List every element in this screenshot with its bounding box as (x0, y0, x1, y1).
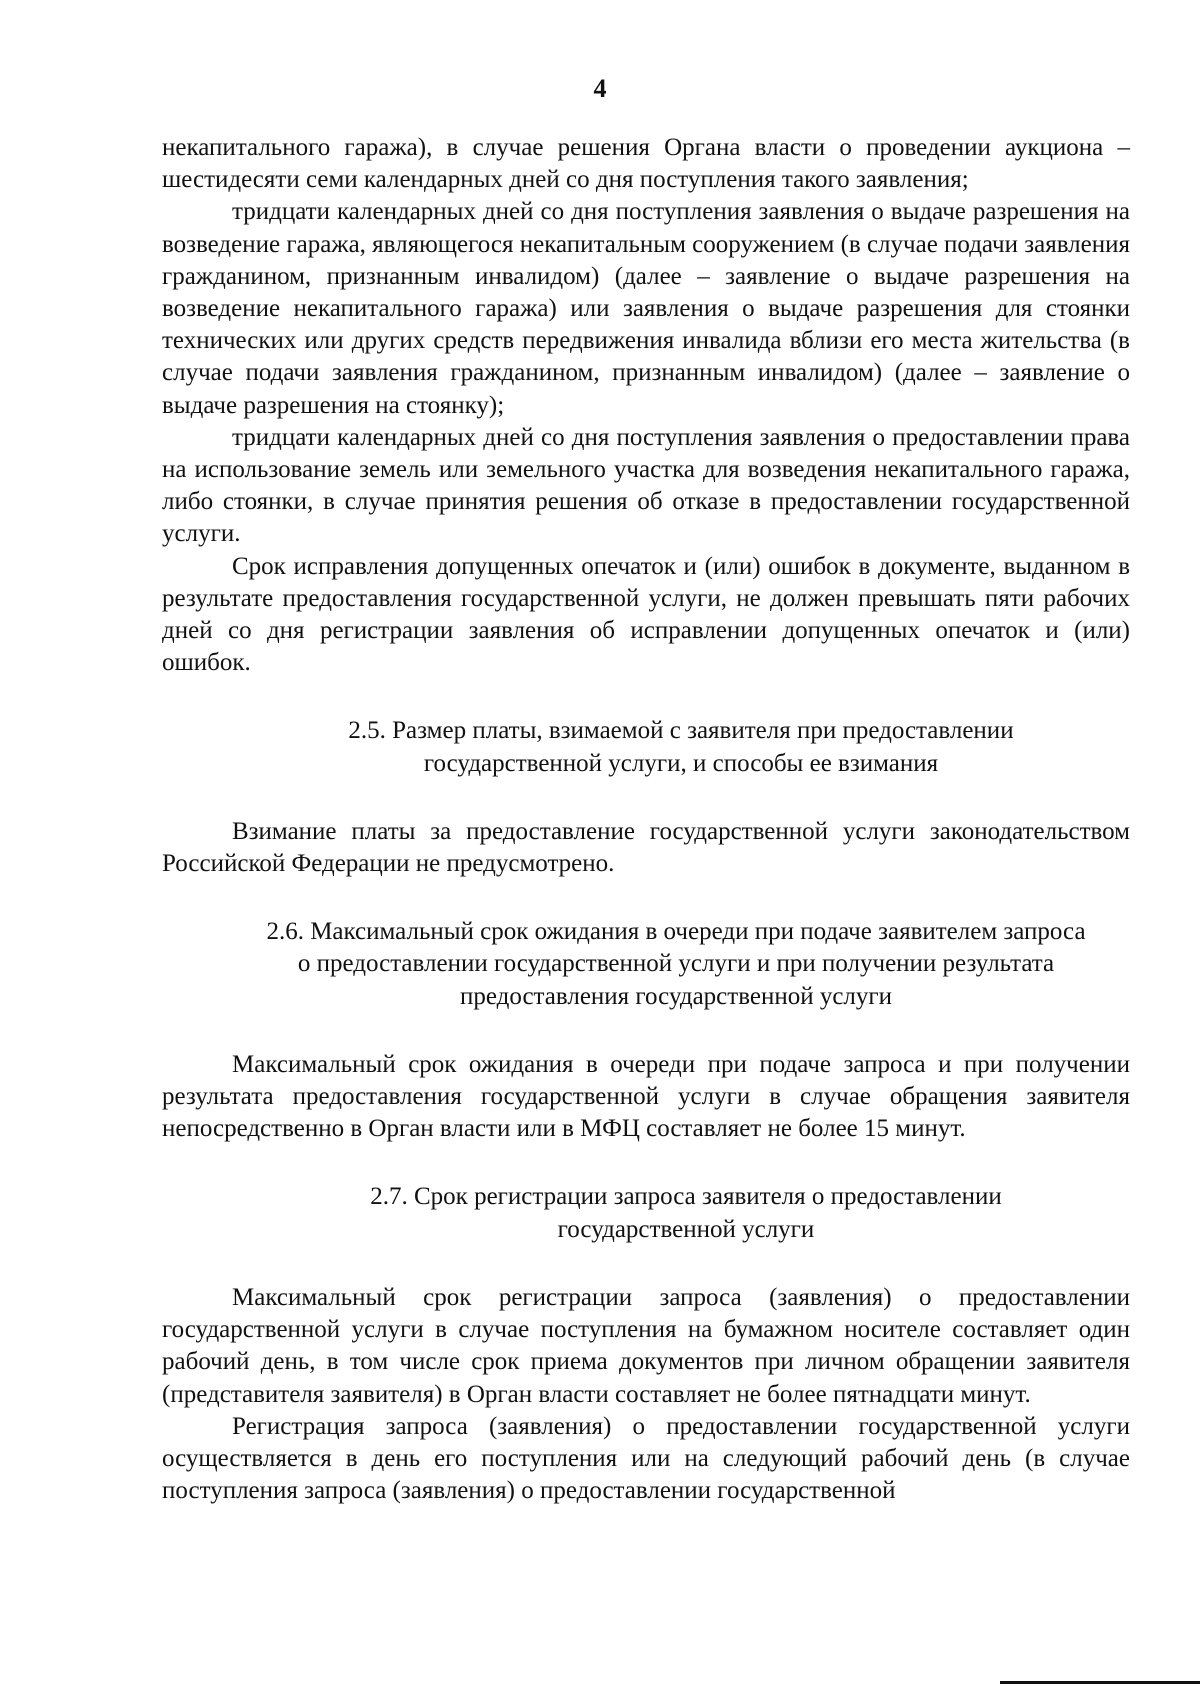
section-2-7-heading: 2.7. Срок регистрации запроса заявителя о предоставлении государственной услуги (370, 1183, 1002, 1243)
paragraph-corrections-term: Срок исправления допущенных опечаток и (или) ошибок в документе, выданном в результате предоставления государственной услуги, не должен превышать пяти рабочих дней со дня регистрации заявления об исправлении допущенных опечаток и (или) ошибок. (162, 552, 1130, 677)
section-2-6-text: Максимальный срок ожидания в очереди при подаче запроса и при получении результата предоставления государственной услуги в случае обращения заявителя непосредственно в Орган власти или в МФЦ составляет не более 15 минут. (162, 1050, 1130, 1143)
section-2-5-text: Взимание платы за предоставление государственной услуги законодательством Российской Федерации не предусмотрено. (162, 817, 1130, 878)
paragraph-thirty-days-refusal: тридцати календарных дней со дня поступления заявления о предоставлении права на использование земель или земельного участка для возведения некапитального гаража, либо стоянки, в случае принятия решения об отказе в предоставлении государственной услуги. (162, 423, 1130, 548)
paragraph-continuation: некапитального гаража), в случае решения Органа власти о проведении аукциона – шестидесяти семи календарных дней со дня поступления такого заявления; (162, 134, 1130, 194)
footer-rule (1000, 1681, 1200, 1684)
paragraph-thirty-days-garage: тридцати календарных дней со дня поступления заявления о выдаче разрешения на возведение гаража, являющегося некапитальным сооружением (в случае подачи заявления гражданином, признанным инвалидом) (далее – заявление о выдаче разрешения на возведение некапитального гаража) или заявления о выдаче разрешения для стоянки технических или других средств передвижения инвалида вблизи его места жительства (в случае подачи заявления гражданином, признанным инвалидом) (далее – заявление о выдаче разрешения на стоянку); (162, 198, 1130, 419)
section-2-7-text-2: Регистрация запроса (заявления) о предоставлении государственной услуги осуществляется в день его поступления или на следующий рабочий день (в случае поступления запроса (заявления) о предоставлении государственной (162, 1412, 1130, 1505)
page-number: 4 (593, 74, 607, 103)
document-body (162, 132, 1130, 1507)
section-2-6-heading: 2.6. Максимальный срок ожидания в очереди при подаче заявителем запроса о предоставлении государственной услуги и при получении результата предоставления государственной услуги (266, 918, 1086, 1010)
section-2-7-text-1: Максимальный срок регистрации запроса (заявления) о предоставлении государственной услуги в случае поступления на бумажном носителе составляет один рабочий день, в том числе срок приема документов при личном обращении заявителя (представителя заявителя) в Орган власти составляет не более пятнадцати минут. (162, 1283, 1130, 1408)
section-2-5-heading: 2.5. Размер платы, взимаемой с заявителя при предоставлении государственной услуги, и способы ее взимания (348, 717, 1014, 777)
